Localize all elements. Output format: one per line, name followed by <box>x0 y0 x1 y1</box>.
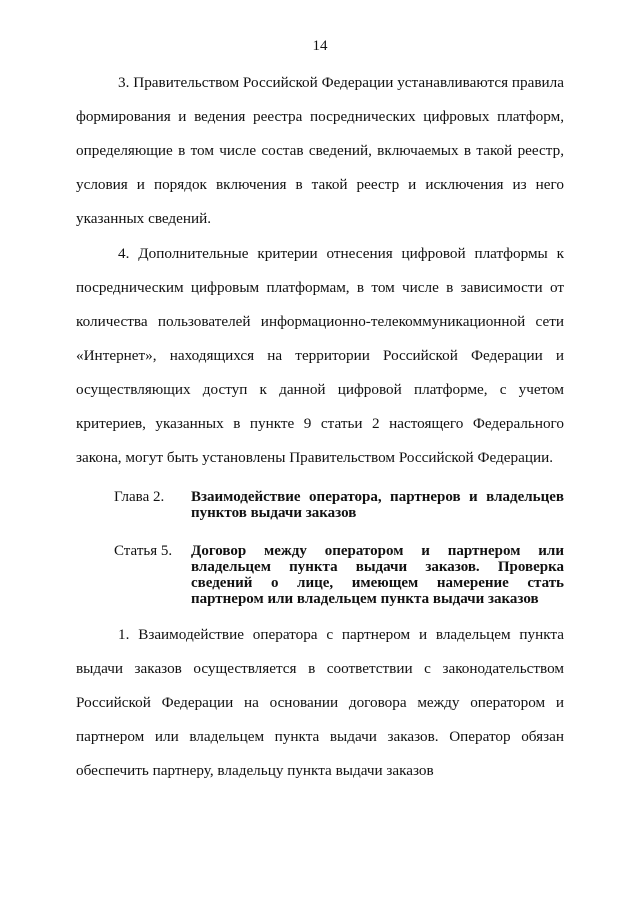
chapter-label: Глава 2. <box>114 489 165 505</box>
article-title: Договор между оператором и партнером или владельцем пункта выдачи заказов. Проверка сведений о лице, имеющем намерение стать партнером или владельцем пункта выдачи заказов <box>191 543 564 607</box>
chapter-heading <box>114 489 564 521</box>
paragraph-article4-part4: 4. Дополнительные критерии отнесения цифровой платформы к посредническим цифровым платформам, в том числе в зависимости от количества пользователей информационно-телекоммуникационной сети «Интернет», находящихся на территории Российской Федерации и осуществляющих доступ к данной цифровой платформе, с учетом критериев, указанных в пункте 9 статьи 2 настоящего Федерального закона, могут быть установлены Правительством Российской Федерации. <box>76 245 564 466</box>
chapter-title: Взаимодействие оператора, партнеров и владельцев пунктов выдачи заказов <box>191 489 564 521</box>
article-label: Статья 5. <box>114 543 173 559</box>
article-heading <box>114 543 564 607</box>
paragraph-article4-part3: 3. Правительством Российской Федерации устанавливаются правила формирования и ведения реестра посреднических цифровых платформ, определяющие в том числе состав сведений, включаемых в такой реестр, условия и порядок включения в такой реестр и исключения из него указанных сведений. <box>76 74 564 227</box>
page-number: 14 <box>312 38 328 54</box>
paragraph-article5-part1: 1. Взаимодействие оператора с партнером и владельцем пункта выдачи заказов осуществляется в соответствии с законодательством Российской Федерации на основании договора между оператором и партнером или владельцем пункта выдачи заказов. Оператор обязан обеспечить партнеру, владельцу пункта выдачи заказов <box>76 626 564 779</box>
